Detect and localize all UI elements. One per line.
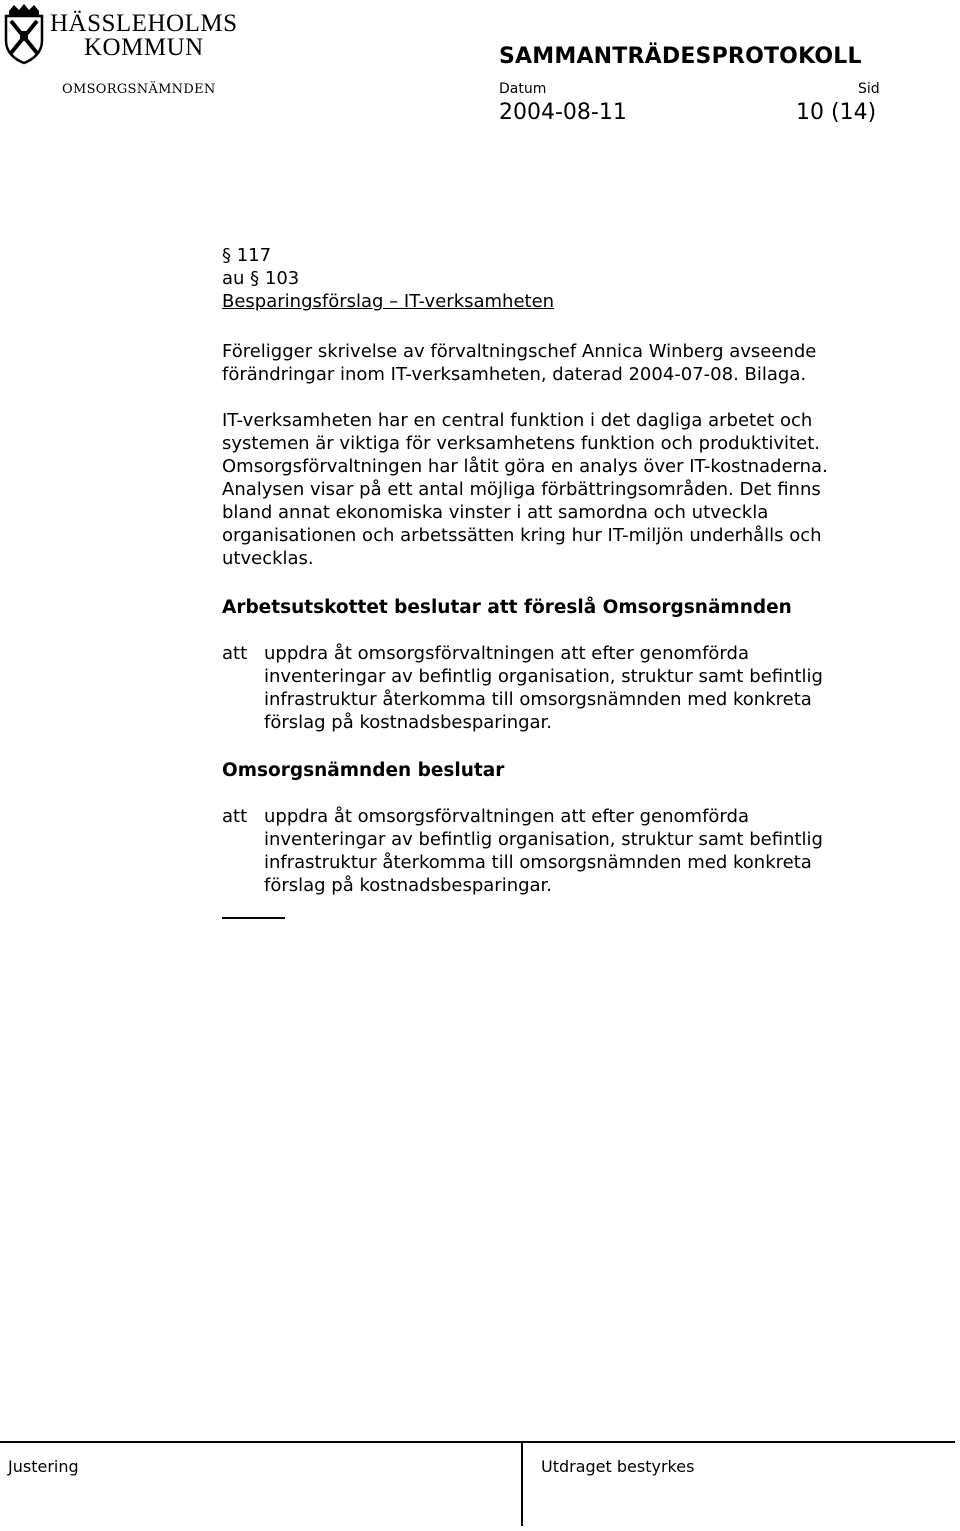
au-decision-text — [264, 642, 924, 734]
sid-label: Sid — [858, 81, 880, 97]
text-line: IT-verksamheten har en central funktion i det dagliga arbetet och — [222, 410, 813, 431]
section-title: Besparingsförslag – IT-verksamheten — [222, 291, 555, 312]
att-label: att — [222, 643, 248, 664]
end-of-section-rule — [222, 917, 285, 919]
text-line: Omsorgsförvaltningen har låtit göra en analys över IT-kostnaderna. — [222, 456, 828, 477]
utdraget-bestyrkes-label: Utdraget bestyrkes — [541, 1457, 695, 1476]
text-line: inventeringar av befintlig organisation, struktur samt befintlig — [264, 666, 823, 687]
text-line: Föreligger skrivelse av förvaltningschef Annica Winberg avseende — [222, 341, 817, 362]
paragraph-reference: § 117 — [222, 245, 272, 266]
footer-rule — [0, 1441, 955, 1443]
meeting-date: 2004-08-11 — [499, 100, 627, 125]
text-line: infrastruktur återkomma till omsorgsnämnden med konkreta — [264, 689, 812, 710]
text-line: systemen är viktiga för verksamhetens funktion och produktivitet. — [222, 433, 820, 454]
on-decision-text — [264, 805, 924, 897]
main-paragraph — [222, 409, 922, 570]
text-line: bland annat ekonomiska vinster i att samordna och utveckla — [222, 502, 769, 523]
text-line: uppdra åt omsorgsförvaltningen att efter genomförda — [264, 806, 749, 827]
text-line: förändringar inom IT-verksamheten, daterad 2004-07-08. Bilaga. — [222, 364, 807, 385]
text-line: uppdra åt omsorgsförvaltningen att efter genomförda — [264, 643, 749, 664]
text-line: förslag på kostnadsbesparingar. — [264, 875, 553, 896]
justering-label: Justering — [8, 1457, 79, 1476]
text-line: infrastruktur återkomma till omsorgsnämnden med konkreta — [264, 852, 812, 873]
text-line: inventeringar av befintlig organisation, struktur samt befintlig — [264, 829, 823, 850]
au-paragraph-reference: au § 103 — [222, 268, 300, 289]
logo-name-line1: HÄSSLEHOLMS — [50, 10, 238, 37]
datum-label: Datum — [499, 81, 547, 97]
att-label: att — [222, 806, 248, 827]
department-name: OMSORGSNÄMNDEN — [62, 82, 216, 97]
text-line: förslag på kostnadsbesparingar. — [264, 712, 553, 733]
au-decision-heading: Arbetsutskottet beslutar att föreslå Omsorgsnämnden — [222, 597, 792, 618]
page-number: 10 (14) — [796, 100, 877, 125]
text-line: utvecklas. — [222, 548, 314, 569]
coat-of-arms-icon — [2, 3, 46, 65]
footer-divider — [521, 1441, 523, 1526]
text-line: organisationen och arbetssätten kring hur IT-miljön underhålls och — [222, 525, 822, 546]
logo-name-line2: KOMMUN — [84, 34, 204, 61]
on-decision-heading: Omsorgsnämnden beslutar — [222, 760, 505, 781]
intro-paragraph — [222, 340, 922, 386]
text-line: Analysen visar på ett antal möjliga förbättringsområden. Det finns — [222, 479, 821, 500]
document-type-title: SAMMANTRÄDESPROTOKOLL — [499, 44, 862, 69]
